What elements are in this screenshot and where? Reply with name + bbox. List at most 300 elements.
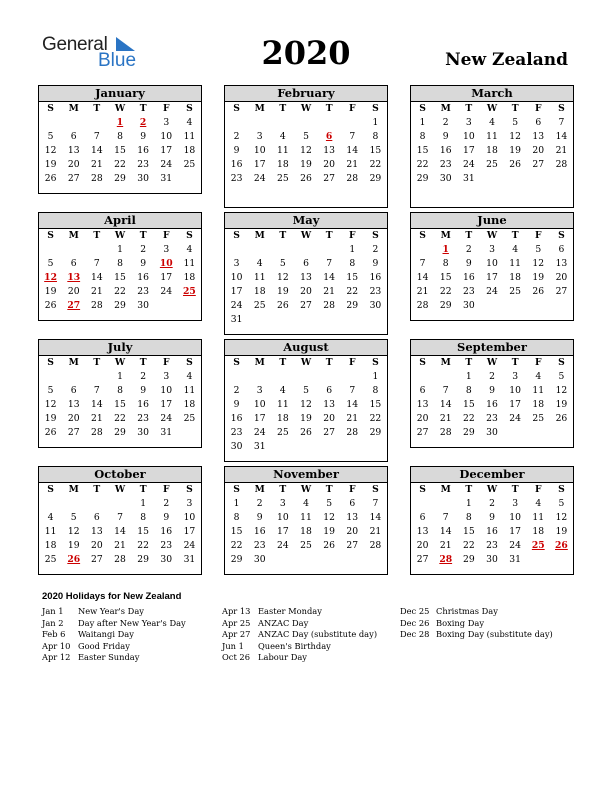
day-cell: 11 xyxy=(509,258,521,269)
empty-day-cell xyxy=(527,426,550,440)
day-cell: 15 xyxy=(463,526,475,537)
weekday-header: W xyxy=(114,230,126,241)
weekday-header: S xyxy=(47,357,54,368)
weekday-header-row xyxy=(39,102,201,116)
day-cell: 18 xyxy=(300,526,312,537)
holiday-name: Good Friday xyxy=(78,640,130,651)
day-cell: 9 xyxy=(372,258,379,269)
day-cell: 19 xyxy=(300,413,312,424)
holiday-day-cell: 25 xyxy=(531,540,545,551)
day-cell: 12 xyxy=(277,272,289,283)
day-cell: 27 xyxy=(532,159,545,170)
day-cell: 14 xyxy=(369,512,382,523)
day-cell: 13 xyxy=(67,399,80,410)
empty-day-cell xyxy=(341,370,364,384)
empty-day-cell xyxy=(225,370,248,384)
week-row xyxy=(39,172,201,186)
day-cell: 27 xyxy=(67,427,80,438)
day-cell: 5 xyxy=(279,258,286,269)
day-cell: 22 xyxy=(463,413,475,424)
holiday-date: Dec 26 xyxy=(400,617,430,628)
day-cell: 16 xyxy=(486,399,498,410)
day-cell: 14 xyxy=(91,272,103,283)
holiday-item xyxy=(42,629,186,641)
holiday-day-cell: 28 xyxy=(439,554,453,565)
holiday-item xyxy=(222,629,377,641)
day-cell: 7 xyxy=(93,131,100,142)
week-row xyxy=(39,398,201,412)
weekday-header: T xyxy=(465,103,473,114)
day-cell: 15 xyxy=(230,526,243,537)
day-cell: 28 xyxy=(439,427,452,438)
day-cell: 10 xyxy=(183,512,196,523)
empty-day-cell xyxy=(39,116,62,130)
holiday-item xyxy=(400,606,553,618)
weekday-header: M xyxy=(68,484,79,495)
weekday-header: F xyxy=(535,484,542,495)
empty-day-cell xyxy=(341,553,364,567)
day-cell: 2 xyxy=(442,117,449,128)
day-cell: 24 xyxy=(509,413,521,424)
week-row xyxy=(225,511,387,525)
day-cell: 2 xyxy=(233,131,240,142)
day-cell: 9 xyxy=(442,131,449,142)
day-cell: 11 xyxy=(183,131,196,142)
day-cell: 31 xyxy=(160,427,173,438)
day-cell: 7 xyxy=(349,131,356,142)
day-cell: 22 xyxy=(439,286,452,297)
empty-day-cell xyxy=(294,440,317,454)
day-cell: 4 xyxy=(489,117,495,128)
day-cell: 20 xyxy=(346,526,359,537)
empty-day-cell xyxy=(411,497,434,511)
day-cell: 4 xyxy=(512,244,519,255)
day-cell: 8 xyxy=(233,512,240,523)
day-cell: 29 xyxy=(416,173,429,184)
day-cell: 13 xyxy=(416,526,429,537)
holiday-day-cell: 26 xyxy=(67,554,81,565)
day-cell: 19 xyxy=(509,145,521,156)
day-cell: 22 xyxy=(416,159,429,170)
day-cell: 7 xyxy=(93,258,100,269)
empty-day-cell xyxy=(318,243,341,257)
holiday-day-cell: 27 xyxy=(67,300,81,311)
weekday-header: T xyxy=(93,357,101,368)
day-cell: 30 xyxy=(137,300,149,311)
day-cell: 8 xyxy=(117,385,123,396)
day-cell: 19 xyxy=(555,526,568,537)
week-row xyxy=(39,158,201,172)
day-cell: 15 xyxy=(114,272,126,283)
weekday-header: T xyxy=(279,103,287,114)
holiday-date: Apr 27 xyxy=(222,629,251,639)
day-cell: 30 xyxy=(160,554,173,565)
weekday-header: F xyxy=(349,357,356,368)
day-cell: 30 xyxy=(369,300,382,311)
holiday-date: Dec 28 xyxy=(400,629,430,639)
day-cell: 9 xyxy=(256,512,263,523)
day-cell: 21 xyxy=(416,286,429,297)
day-cell: 15 xyxy=(463,399,475,410)
week-row xyxy=(39,130,201,144)
day-cell: 22 xyxy=(369,413,382,424)
day-cell: 26 xyxy=(277,300,289,311)
day-cell: 8 xyxy=(117,131,123,142)
day-cell: 29 xyxy=(369,427,382,438)
day-cell: 26 xyxy=(44,300,57,311)
day-cell: 10 xyxy=(463,131,475,142)
day-cell: 14 xyxy=(346,145,359,156)
week-row xyxy=(225,271,387,285)
day-cell: 2 xyxy=(140,244,147,255)
holiday-name: Boxing Day (substitute day) xyxy=(436,629,553,639)
week-row xyxy=(39,511,201,525)
week-row xyxy=(411,539,573,553)
day-cell: 23 xyxy=(230,173,243,184)
weekday-header: M xyxy=(440,484,451,495)
day-cell: 19 xyxy=(44,286,57,297)
day-cell: 28 xyxy=(323,300,335,311)
week-row xyxy=(225,285,387,299)
day-cell: 13 xyxy=(91,526,103,537)
day-cell: 8 xyxy=(465,512,472,523)
holiday-day-cell: 1 xyxy=(442,244,449,255)
day-cell: 5 xyxy=(535,244,542,255)
day-cell: 10 xyxy=(486,258,498,269)
empty-day-cell xyxy=(318,553,341,567)
day-cell: 19 xyxy=(44,159,57,170)
day-cell: 11 xyxy=(300,512,312,523)
day-cell: 24 xyxy=(160,286,173,297)
day-cell: 17 xyxy=(160,272,173,283)
holiday-date: Apr 25 xyxy=(222,617,251,628)
day-cell: 6 xyxy=(93,512,100,523)
day-cell: 4 xyxy=(535,371,542,382)
day-cell: 15 xyxy=(114,145,126,156)
week-row xyxy=(411,384,573,398)
day-cell: 20 xyxy=(416,540,429,551)
week-row xyxy=(411,257,573,271)
day-cell: 21 xyxy=(439,540,452,551)
day-cell: 23 xyxy=(137,159,149,170)
week-row xyxy=(39,497,201,511)
day-cell: 24 xyxy=(253,427,266,438)
day-cell: 31 xyxy=(509,554,521,565)
holiday-item xyxy=(400,618,553,630)
day-cell: 16 xyxy=(137,145,149,156)
empty-day-cell xyxy=(550,172,573,186)
day-cell: 6 xyxy=(70,131,77,142)
day-cell: 14 xyxy=(91,145,103,156)
day-cell: 4 xyxy=(186,244,193,255)
weekday-header: M xyxy=(254,103,265,114)
day-cell: 14 xyxy=(416,272,429,283)
weekday-header: W xyxy=(486,484,498,495)
month-november xyxy=(224,466,388,575)
empty-day-cell xyxy=(550,299,573,313)
weekday-header-row xyxy=(225,229,387,243)
day-cell: 27 xyxy=(67,173,80,184)
empty-day-cell xyxy=(318,440,341,454)
day-cell: 1 xyxy=(465,371,472,382)
week-row xyxy=(411,412,573,426)
day-cell: 13 xyxy=(555,258,568,269)
month-january xyxy=(38,85,202,194)
empty-day-cell xyxy=(178,426,201,440)
day-cell: 23 xyxy=(137,413,149,424)
day-cell: 17 xyxy=(230,286,243,297)
day-cell: 12 xyxy=(555,512,568,523)
day-cell: 9 xyxy=(465,258,472,269)
day-cell: 18 xyxy=(509,272,521,283)
weekday-header-row xyxy=(39,229,201,243)
day-cell: 8 xyxy=(465,385,472,396)
weekday-header: F xyxy=(535,357,542,368)
weekday-header: T xyxy=(511,484,519,495)
day-cell: 24 xyxy=(253,173,266,184)
day-cell: 13 xyxy=(300,272,312,283)
day-cell: 28 xyxy=(91,427,103,438)
weekday-header: F xyxy=(535,103,542,114)
holiday-item xyxy=(222,618,377,630)
day-cell: 4 xyxy=(47,512,54,523)
day-cell: 3 xyxy=(163,117,170,128)
day-cell: 24 xyxy=(160,159,173,170)
day-cell: 13 xyxy=(416,399,429,410)
empty-day-cell xyxy=(294,116,317,130)
weekday-header: F xyxy=(535,230,542,241)
day-cell: 11 xyxy=(277,399,289,410)
day-cell: 6 xyxy=(419,512,426,523)
day-cell: 31 xyxy=(253,441,266,452)
empty-day-cell xyxy=(341,440,364,454)
day-cell: 22 xyxy=(369,159,382,170)
empty-day-cell xyxy=(411,243,434,257)
day-cell: 22 xyxy=(114,159,126,170)
day-cell: 17 xyxy=(160,399,173,410)
day-cell: 25 xyxy=(532,413,545,424)
empty-day-cell xyxy=(550,426,573,440)
empty-day-cell xyxy=(364,313,387,327)
holiday-date: Jan 1 xyxy=(42,606,64,616)
week-row xyxy=(411,243,573,257)
day-cell: 13 xyxy=(323,145,335,156)
holiday-day-cell: 13 xyxy=(67,272,81,283)
weekday-header: W xyxy=(486,357,498,368)
day-cell: 2 xyxy=(140,371,147,382)
empty-day-cell xyxy=(364,553,387,567)
day-cell: 18 xyxy=(183,399,196,410)
day-cell: 17 xyxy=(160,145,173,156)
day-cell: 1 xyxy=(140,498,147,509)
weekday-header: M xyxy=(68,230,79,241)
month-title: October xyxy=(39,467,201,483)
week-row xyxy=(225,398,387,412)
day-cell: 2 xyxy=(489,498,495,509)
day-cell: 28 xyxy=(346,427,359,438)
day-cell: 29 xyxy=(114,300,126,311)
week-row xyxy=(225,497,387,511)
day-cell: 17 xyxy=(277,526,289,537)
week-row xyxy=(411,511,573,525)
weekday-header: T xyxy=(279,357,287,368)
week-row xyxy=(225,158,387,172)
month-title: July xyxy=(39,340,201,356)
empty-day-cell xyxy=(62,116,85,130)
day-cell: 15 xyxy=(439,272,452,283)
month-title: February xyxy=(225,86,387,102)
week-row xyxy=(39,553,201,567)
weekday-header: S xyxy=(372,103,379,114)
empty-day-cell xyxy=(225,243,248,257)
empty-day-cell xyxy=(39,370,62,384)
day-cell: 30 xyxy=(463,300,475,311)
empty-day-cell xyxy=(341,313,364,327)
day-cell: 20 xyxy=(67,286,80,297)
day-cell: 13 xyxy=(346,512,359,523)
day-cell: 15 xyxy=(416,145,429,156)
day-cell: 14 xyxy=(346,399,359,410)
day-cell: 26 xyxy=(509,159,521,170)
day-cell: 29 xyxy=(439,300,452,311)
holiday-date: Apr 10 xyxy=(42,640,71,651)
month-title: November xyxy=(225,467,387,483)
day-cell: 3 xyxy=(233,258,240,269)
weekday-header: T xyxy=(325,484,333,495)
day-cell: 18 xyxy=(183,145,196,156)
day-cell: 19 xyxy=(555,399,568,410)
weekday-header: S xyxy=(419,484,426,495)
empty-day-cell xyxy=(480,299,503,313)
day-cell: 13 xyxy=(67,145,80,156)
day-cell: 23 xyxy=(253,540,266,551)
weekday-header: M xyxy=(68,357,79,368)
day-cell: 29 xyxy=(137,554,149,565)
day-cell: 17 xyxy=(486,272,498,283)
weekday-header: T xyxy=(139,484,147,495)
week-row xyxy=(225,243,387,257)
day-cell: 30 xyxy=(137,427,149,438)
day-cell: 3 xyxy=(163,371,170,382)
day-cell: 17 xyxy=(183,526,196,537)
day-cell: 3 xyxy=(465,117,472,128)
day-cell: 14 xyxy=(114,526,126,537)
day-cell: 23 xyxy=(439,159,452,170)
week-row xyxy=(411,172,573,186)
day-cell: 28 xyxy=(555,159,568,170)
holiday-name: ANZAC Day xyxy=(258,617,309,628)
day-cell: 21 xyxy=(369,526,382,537)
weekday-header: S xyxy=(233,357,240,368)
month-title: September xyxy=(411,340,573,356)
day-cell: 1 xyxy=(233,498,240,509)
month-title: April xyxy=(39,213,201,229)
holiday-column xyxy=(42,606,186,664)
day-cell: 11 xyxy=(183,385,196,396)
weekday-header: M xyxy=(440,230,451,241)
day-cell: 21 xyxy=(439,413,452,424)
holiday-name: Easter Sunday xyxy=(78,652,140,662)
day-cell: 4 xyxy=(186,117,193,128)
holiday-day-cell: 10 xyxy=(159,258,173,269)
day-cell: 1 xyxy=(372,371,379,382)
day-cell: 12 xyxy=(300,145,312,156)
day-cell: 11 xyxy=(44,526,57,537)
week-row xyxy=(39,144,201,158)
day-cell: 12 xyxy=(555,385,568,396)
holiday-name: Queen's Birthday xyxy=(258,640,331,651)
day-cell: 26 xyxy=(555,413,568,424)
holiday-day-cell: 25 xyxy=(183,286,196,297)
week-row xyxy=(411,299,573,313)
day-cell: 22 xyxy=(114,286,126,297)
weekday-header-row xyxy=(225,356,387,370)
weekday-header: T xyxy=(93,484,101,495)
holiday-column xyxy=(222,606,377,664)
day-cell: 3 xyxy=(186,498,193,509)
day-cell: 5 xyxy=(303,385,309,396)
day-cell: 9 xyxy=(233,145,240,156)
week-row xyxy=(39,243,201,257)
week-row xyxy=(39,412,201,426)
holiday-name: Day after New Year's Day xyxy=(78,617,186,628)
day-cell: 29 xyxy=(463,554,475,565)
empty-day-cell xyxy=(271,116,294,130)
day-cell: 7 xyxy=(349,385,356,396)
day-cell: 11 xyxy=(277,145,289,156)
day-cell: 12 xyxy=(67,526,80,537)
week-row xyxy=(411,158,573,172)
day-cell: 3 xyxy=(489,244,495,255)
day-cell: 23 xyxy=(160,540,173,551)
day-cell: 23 xyxy=(486,540,498,551)
weekday-header-row xyxy=(225,102,387,116)
day-cell: 24 xyxy=(160,413,173,424)
day-cell: 24 xyxy=(486,286,498,297)
day-cell: 25 xyxy=(44,554,57,565)
day-cell: 6 xyxy=(535,117,542,128)
day-cell: 19 xyxy=(323,526,335,537)
weekday-header: T xyxy=(93,230,101,241)
day-cell: 18 xyxy=(253,286,266,297)
day-cell: 5 xyxy=(303,131,309,142)
month-april xyxy=(38,212,202,321)
day-cell: 17 xyxy=(509,526,521,537)
empty-day-cell xyxy=(271,553,294,567)
day-cell: 10 xyxy=(253,399,266,410)
day-cell: 8 xyxy=(349,258,356,269)
day-cell: 21 xyxy=(91,286,103,297)
weekday-header: T xyxy=(465,357,473,368)
day-cell: 14 xyxy=(91,399,103,410)
day-cell: 2 xyxy=(372,244,379,255)
weekday-header: W xyxy=(114,103,126,114)
day-cell: 12 xyxy=(44,145,57,156)
weekday-header: S xyxy=(186,103,193,114)
day-cell: 11 xyxy=(532,385,545,396)
week-row xyxy=(225,539,387,553)
weekday-header: S xyxy=(47,230,54,241)
day-cell: 7 xyxy=(419,258,426,269)
weekday-header: S xyxy=(233,103,240,114)
empty-day-cell xyxy=(504,426,527,440)
holiday-date: Apr 12 xyxy=(42,652,71,662)
empty-day-cell xyxy=(155,299,178,313)
day-cell: 28 xyxy=(114,554,126,565)
holiday-day-cell: 6 xyxy=(325,131,333,142)
day-cell: 25 xyxy=(486,159,498,170)
day-cell: 11 xyxy=(486,131,498,142)
